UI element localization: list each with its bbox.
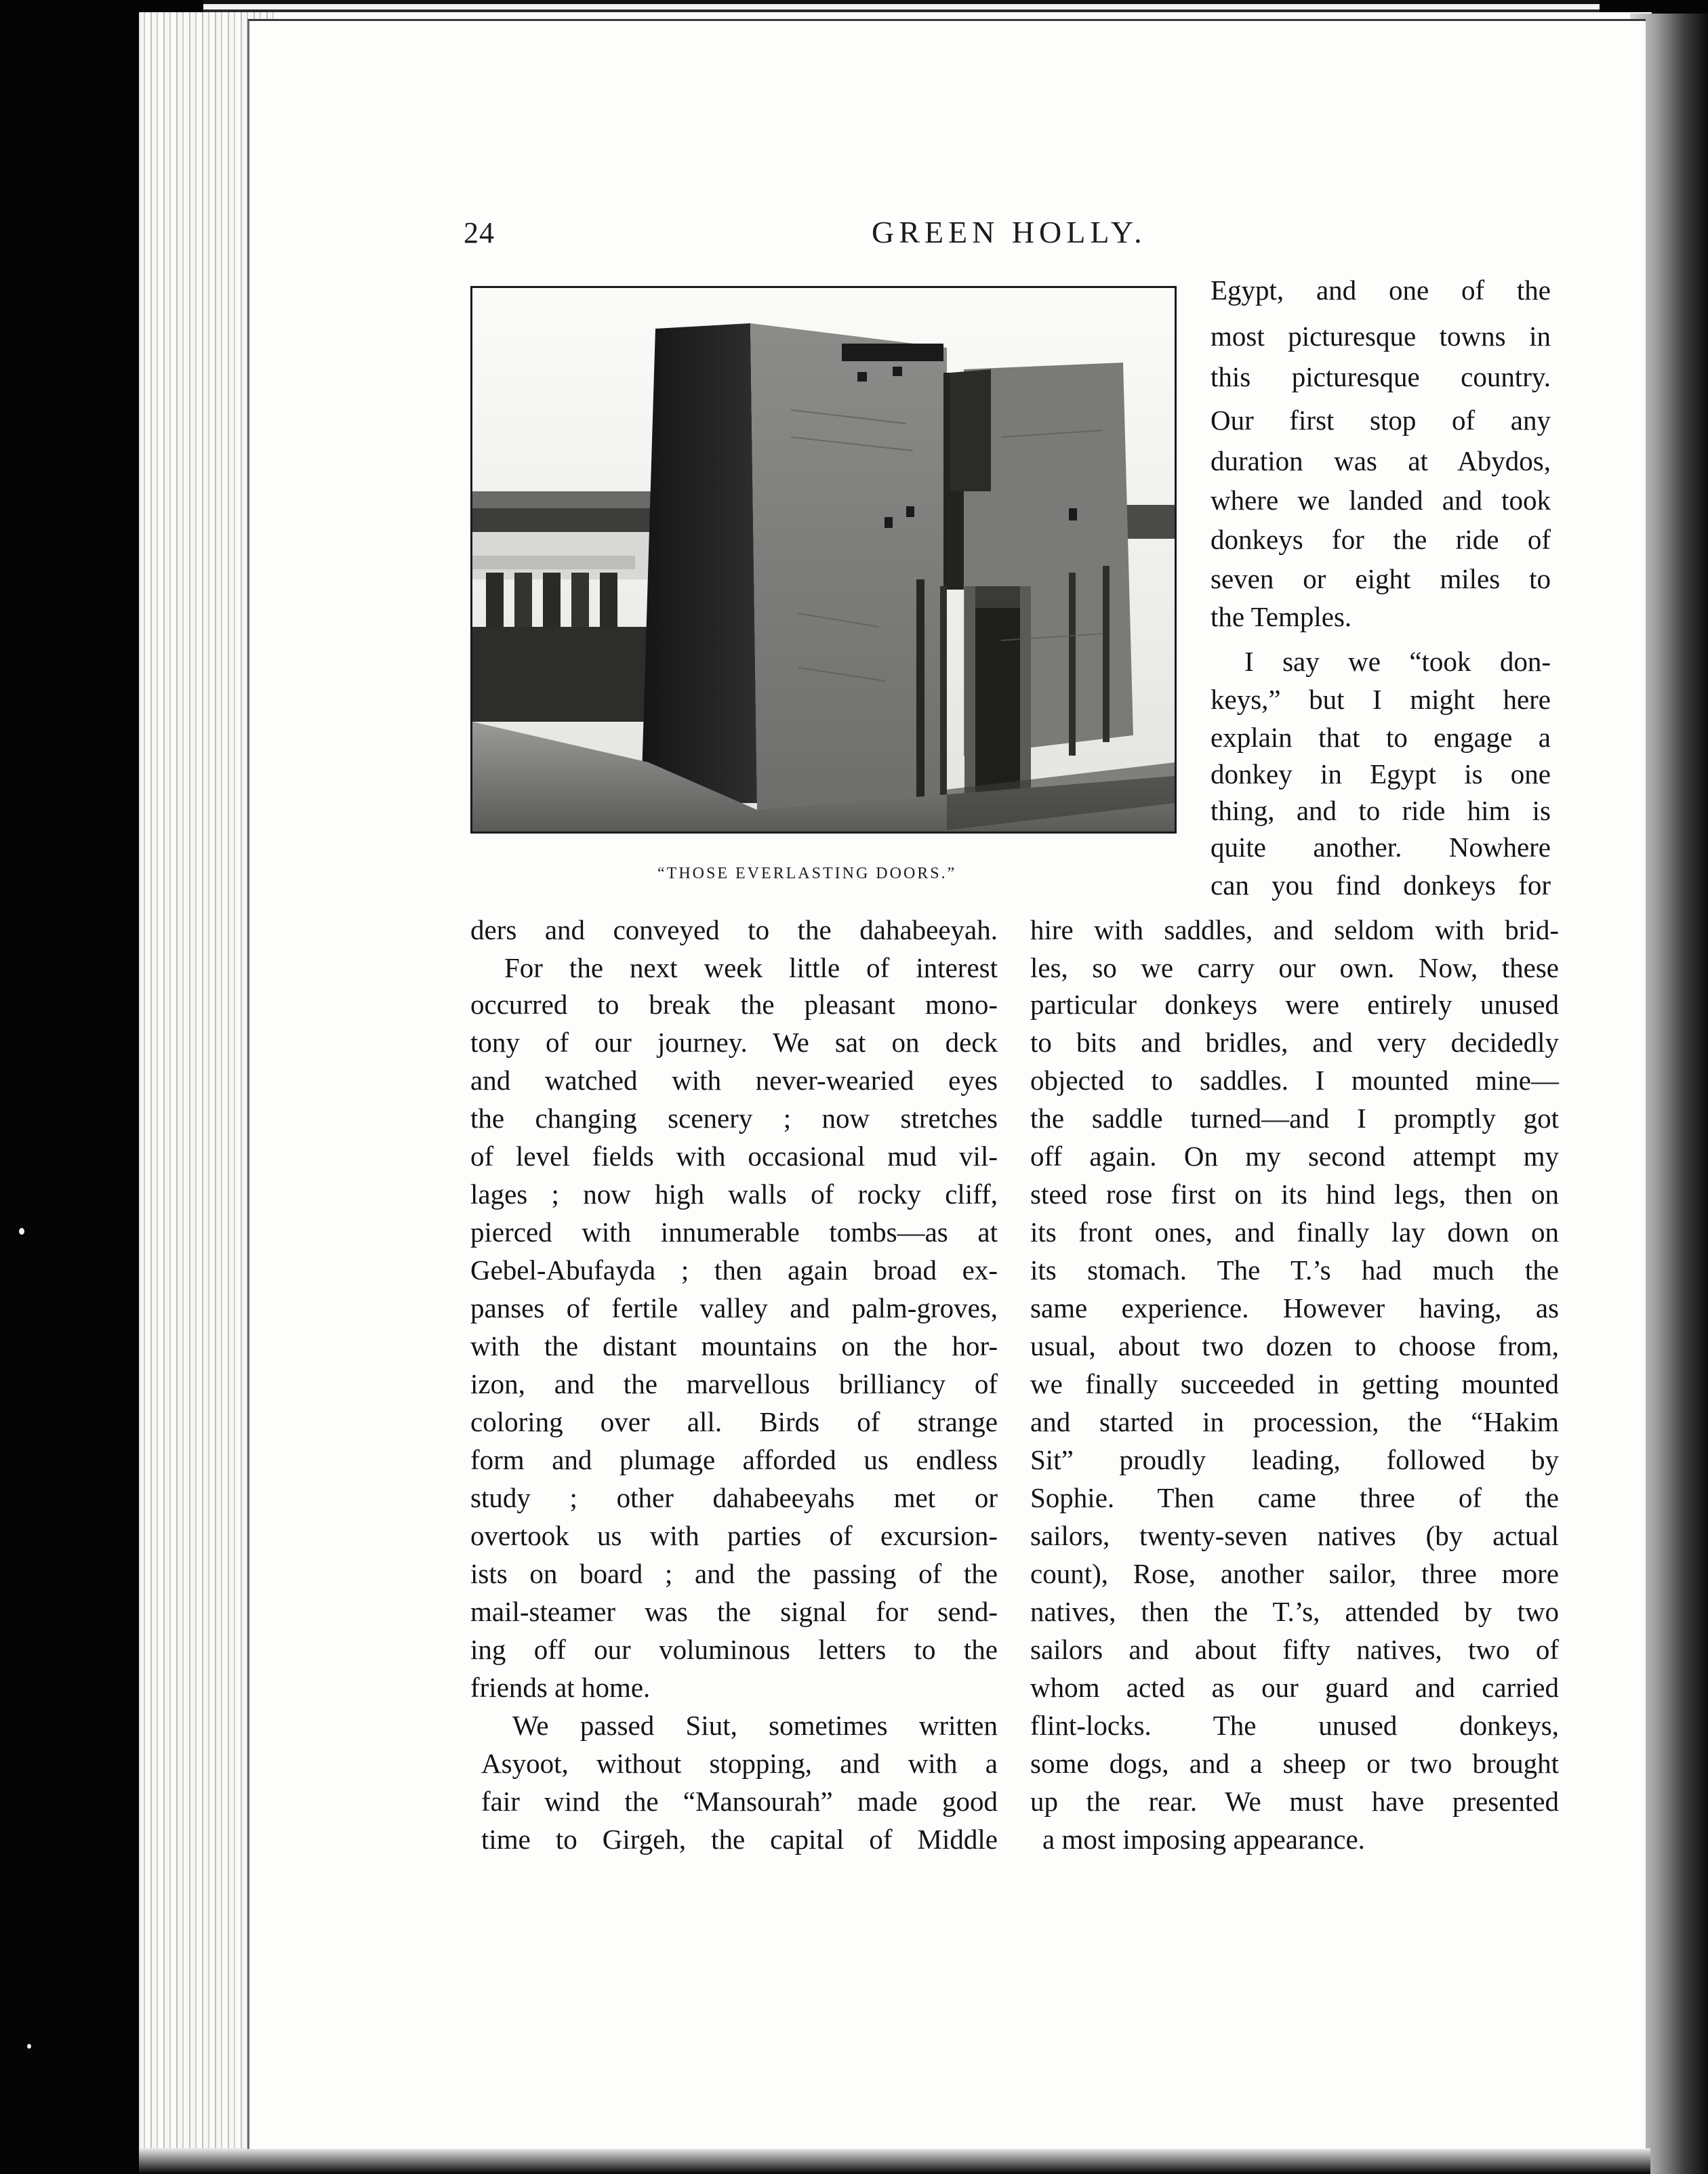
text-line: panses of fertile valley and palm-groves,: [470, 1292, 998, 1324]
text-line: and watched with never-wearied eyes: [470, 1065, 998, 1096]
text-line: and started in procession, the “Hakim: [1030, 1406, 1559, 1437]
text-line: time to Girgeh, the capital of Middle: [481, 1824, 998, 1855]
text-line: sailors, twenty-seven natives (by actual: [1030, 1520, 1559, 1551]
text-line: overtook us with parties of excursion-: [470, 1520, 998, 1551]
text-line: the changing scenery ; now stretches: [470, 1103, 998, 1134]
text-line: We passed Siut, sometimes written: [512, 1710, 998, 1741]
running-title: GREEN HOLLY.: [872, 215, 1147, 249]
text-line: off again. On my second attempt my: [1030, 1141, 1559, 1172]
text-line: of level fields with occasional mud vil-: [470, 1141, 998, 1172]
text-line: Sophie. Then came three of the: [1030, 1482, 1559, 1513]
text-line: some dogs, and a sheep or two brought: [1030, 1748, 1559, 1779]
text-line: we finally succeeded in getting mounted: [1030, 1368, 1559, 1399]
text-line: explain that to engage a: [1211, 722, 1551, 753]
text-line: keys,” but I might here: [1211, 684, 1551, 715]
text-line: For the next week little of interest: [504, 952, 998, 983]
text-line: flint-locks. The unused donkeys,: [1030, 1710, 1559, 1741]
text-line: sailors and about fifty natives, two of: [1030, 1634, 1559, 1665]
text-line: count), Rose, another sailor, three more: [1030, 1558, 1559, 1589]
text-line: hire with saddles, and seldom with brid-: [1030, 914, 1559, 945]
text-line: particular donkeys were entirely unused: [1030, 989, 1559, 1020]
temple-pylon-illustration: [472, 288, 1175, 832]
text-line: mail-steamer was the signal for send-: [470, 1596, 998, 1627]
figure-caption: “THOSE EVERLASTING DOORS.”: [657, 865, 957, 882]
text-line: quite another. Nowhere: [1211, 832, 1551, 863]
scan-bottom-edge: [139, 2148, 1650, 2174]
text-line: the Temples.: [1211, 601, 1352, 632]
text-line: fair wind the “Mansourah” made good: [481, 1786, 998, 1817]
text-line: ing off our voluminous letters to the: [470, 1634, 998, 1665]
text-line: a most imposing appearance.: [1042, 1824, 1365, 1855]
text-line: its front ones, and finally lay down on: [1030, 1216, 1559, 1248]
text-line: its stomach. The T.’s had much the: [1030, 1254, 1559, 1286]
text-line: steed rose first on its hind legs, then on: [1030, 1178, 1559, 1210]
text-line: natives, then the T.’s, attended by two: [1030, 1596, 1559, 1627]
text-line: study ; other dahabeeyahs met or: [470, 1482, 998, 1513]
text-line: les, so we carry our own. Now, these: [1030, 952, 1559, 983]
text-line: Gebel-Abufayda ; then again broad ex-: [470, 1254, 998, 1286]
text-line: objected to saddles. I mounted mine—: [1030, 1065, 1559, 1096]
text-line: form and plumage afforded us endless: [470, 1444, 998, 1475]
text-line: whom acted as our guard and carried: [1030, 1672, 1559, 1703]
text-line: tony of our journey. We sat on deck: [470, 1027, 998, 1058]
text-line: duration was at Abydos,: [1211, 445, 1551, 476]
text-line: friends at home.: [470, 1672, 651, 1703]
text-line: with the distant mountains on the hor-: [470, 1330, 998, 1361]
text-line: seven or eight miles to: [1211, 563, 1551, 594]
text-line: I say we “took don-: [1244, 646, 1551, 677]
text-line: to bits and bridles, and very decidedly: [1030, 1027, 1559, 1058]
scan-speck: [27, 2044, 31, 2049]
text-line: this picturesque country.: [1211, 361, 1551, 392]
text-line: Our first stop of any: [1211, 405, 1551, 436]
text-line: up the rear. We must have presented: [1030, 1786, 1559, 1817]
scan-speck: [19, 1228, 24, 1235]
text-line: occurred to break the pleasant mono-: [470, 989, 998, 1020]
text-line: usual, about two dozen to choose from,: [1030, 1330, 1559, 1361]
text-line: pierced with innumerable tombs—as at: [470, 1216, 998, 1248]
text-line: the saddle turned—and I promptly got: [1030, 1103, 1559, 1134]
text-line: ders and conveyed to the dahabeeyah.: [470, 914, 998, 945]
text-line: donkeys for the ride of: [1211, 524, 1551, 555]
text-line: most picturesque towns in: [1211, 321, 1551, 352]
text-line: can you find donkeys for: [1211, 869, 1551, 901]
text-line: Asyoot, without stopping, and with a: [481, 1748, 998, 1779]
text-line: Sit” proudly leading, followed by: [1030, 1444, 1559, 1475]
text-line: izon, and the marvellous brilliancy of: [470, 1368, 998, 1399]
text-line: same experience. However having, as: [1030, 1292, 1559, 1324]
text-line: coloring over all. Birds of strange: [470, 1406, 998, 1437]
text-line: where we landed and took: [1211, 485, 1551, 516]
text-line: ists on board ; and the passing of the: [470, 1558, 998, 1589]
temple-photo: [470, 286, 1177, 834]
page-number: 24: [464, 216, 495, 249]
text-line: thing, and to ride him is: [1211, 795, 1551, 826]
text-line: Egypt, and one of the: [1211, 274, 1551, 306]
text-line: lages ; now high walls of rocky cliff,: [470, 1178, 998, 1210]
text-line: donkey in Egypt is one: [1211, 758, 1551, 789]
